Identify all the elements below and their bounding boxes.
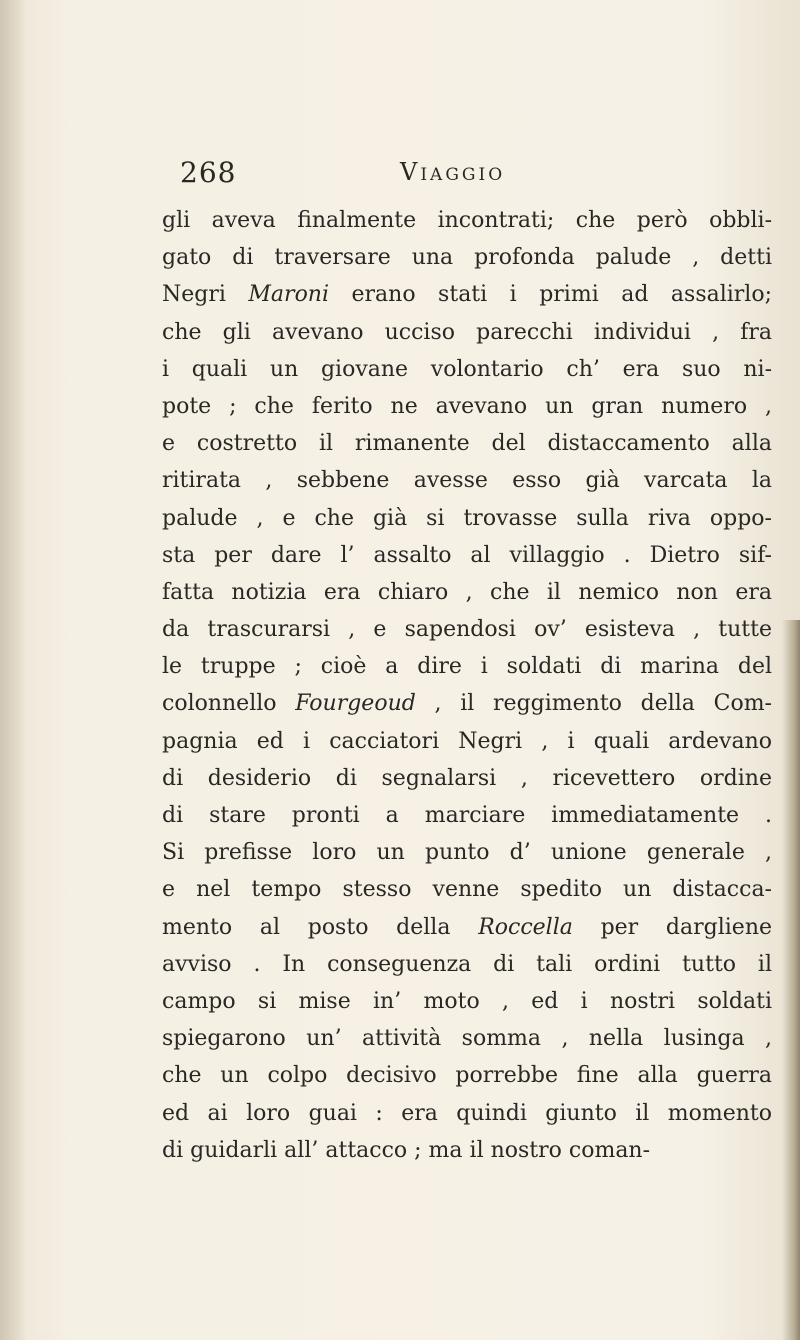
text-segment: erano stati i primi ad assalirlo;: [329, 282, 773, 308]
text-segment: Negri: [162, 282, 249, 308]
text-segment: per dargliene: [572, 914, 773, 940]
text-segment: pote ; che ferito ne avevano un gran numero ,: [162, 393, 772, 419]
text-segment: Si prefisse loro un punto d’ unione generale ,: [162, 840, 772, 866]
text-segment: di stare pronti a marciare immediatamente .: [162, 803, 772, 828]
text-line: [162, 1095, 772, 1132]
page-header: [0, 150, 800, 200]
text-line: [162, 1020, 772, 1057]
italic-text: Fourgeoud: [295, 691, 416, 717]
text-segment: e costretto il rimanente del distaccamento alla: [162, 431, 772, 457]
text-segment: pagnia ed i cacciatori Negri , i quali ardevano: [162, 728, 772, 754]
text-line: [162, 462, 772, 499]
running-head: Viaggio: [400, 158, 506, 186]
text-segment: palude , e che già si trovasse sulla riva oppo-: [162, 505, 772, 531]
text-segment: i quali un giovane volontario ch’ era suo ni-: [162, 356, 772, 382]
text-line: [162, 351, 772, 388]
text-segment: che un colpo decisivo porrebbe fine alla guerra: [162, 1063, 772, 1089]
text-segment: , il reggimento della Com-: [415, 691, 772, 717]
italic-text: Roccella: [478, 914, 573, 940]
text-segment: mento al posto della: [162, 914, 479, 940]
text-line: [162, 1132, 772, 1169]
text-segment: fatta notizia era chiaro , che il nemico non era: [162, 579, 772, 605]
text-line: [162, 500, 772, 537]
text-line: [162, 946, 772, 983]
text-segment: colonnello: [162, 691, 296, 717]
text-line: [162, 871, 772, 908]
text-segment: avviso . In conseguenza di tali ordini tutto il: [162, 951, 772, 977]
text-line: [162, 239, 772, 276]
text-line: [162, 648, 772, 685]
text-line: [162, 685, 772, 722]
italic-text: Maroni: [248, 282, 330, 308]
text-segment: le truppe ; cioè a dire i soldati di marina del: [162, 654, 772, 680]
text-segment: sta per dare l’ assalto al villaggio . Dietro sif-: [162, 542, 772, 568]
text-line: [162, 611, 772, 648]
text-segment: gato di traversare una profonda palude , detti: [162, 245, 772, 271]
text-segment: di desiderio di segnalarsi , ricevettero ordine: [162, 765, 772, 791]
text-line: [162, 276, 772, 313]
text-line: [162, 1057, 772, 1094]
text-segment: da trascurarsi , e sapendosi ov’ esisteva , tutte: [162, 617, 772, 643]
text-line: [162, 537, 772, 574]
text-segment: di guidarli all’ attacco ; ma il nostro coman-: [162, 1137, 651, 1163]
text-segment: campo si mise in’ moto , ed i nostri soldati: [162, 988, 772, 1014]
text-line: [162, 760, 772, 797]
text-line: [162, 834, 772, 871]
text-segment: ritirata , sebbene avesse esso già varcata la: [162, 468, 772, 494]
text-segment: spiegarono un’ attività somma , nella lusinga ,: [162, 1026, 772, 1052]
text-line: [162, 202, 772, 239]
page-edge-shadow: [782, 620, 800, 1340]
text-segment: ed ai loro guai : era quindi giunto il momento: [162, 1100, 772, 1126]
text-line: [162, 797, 772, 834]
text-line: [162, 983, 772, 1020]
text-line: [162, 574, 772, 611]
text-line: [162, 909, 772, 946]
text-line: [162, 723, 772, 760]
page-binding-shadow: [0, 0, 26, 1340]
text-line: [162, 314, 772, 351]
page-number: 268: [180, 156, 237, 189]
text-segment: e nel tempo stesso venne spedito un distacca-: [162, 877, 772, 903]
text-segment: che gli avevano ucciso parecchi individui , fra: [162, 319, 772, 345]
text-segment: gli aveva finalmente incontrati; che però obbli-: [162, 208, 772, 233]
text-line: [162, 388, 772, 425]
text-line: [162, 425, 772, 462]
body-text: [162, 202, 772, 1169]
